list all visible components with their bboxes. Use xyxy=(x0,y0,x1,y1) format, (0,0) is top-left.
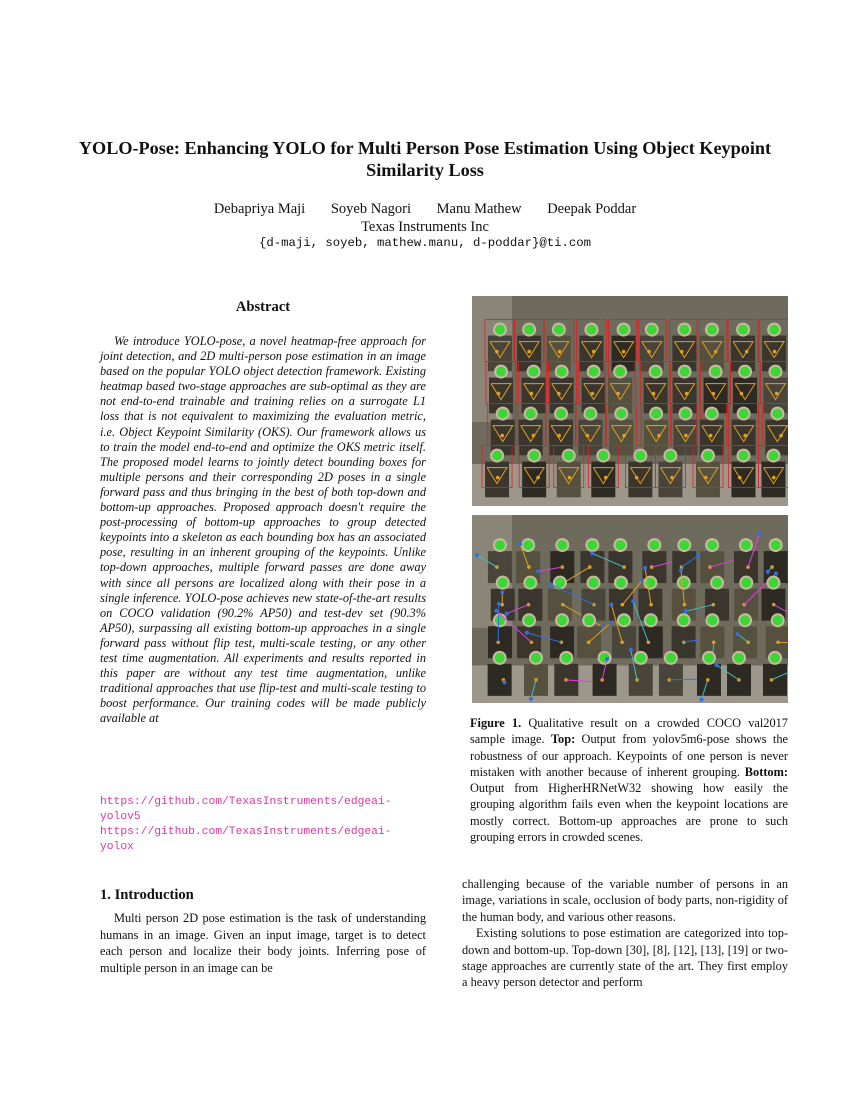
caption-text: Output from yolov5m6-pose shows the robustness of our approach. Keypoints of one person is never mistaken with another because of inherent grouping. xyxy=(470,732,788,779)
keypoint xyxy=(609,603,613,607)
keypoint xyxy=(503,681,507,685)
wrong-grouping-limb xyxy=(498,604,499,643)
keypoint-head xyxy=(680,409,690,419)
keypoint xyxy=(568,476,572,480)
keypoint-head xyxy=(712,578,722,588)
keypoint xyxy=(532,434,536,438)
keypoint xyxy=(704,476,708,480)
keypoint xyxy=(549,582,553,586)
keypoint-head xyxy=(561,653,571,663)
keypoint-head xyxy=(584,615,594,625)
keypoint xyxy=(495,350,499,354)
introduction-text: Multi person 2D pose estimation is the task of understanding humans in an image. Given an input image, target is to detect each person and localize their body joints. Inferring pose of multiple person in an image can be xyxy=(100,911,426,975)
keypoint-head xyxy=(555,578,565,588)
keypoint-head xyxy=(647,325,657,335)
keypoint xyxy=(647,350,651,354)
keypoint-head xyxy=(619,615,629,625)
keypoint-head xyxy=(768,451,778,461)
introduction-right-column xyxy=(462,876,788,991)
keypoint-head xyxy=(525,578,535,588)
keypoint xyxy=(558,350,562,354)
person-body xyxy=(658,462,682,498)
keypoint xyxy=(605,657,609,661)
keypoint xyxy=(527,350,531,354)
keypoint xyxy=(529,697,533,701)
keypoint-head xyxy=(529,451,539,461)
author-2: Soyeb Nagori xyxy=(330,201,411,217)
keypoint xyxy=(609,621,613,625)
keypoint xyxy=(684,609,688,613)
paper-title: YOLO-Pose: Enhancing YOLO for Multi Person Pose Estimation Using Object Keypoint Similarity Loss xyxy=(78,138,772,180)
keypoint-head xyxy=(588,578,598,588)
link-line: yolov5 xyxy=(100,811,141,824)
keypoint-head xyxy=(707,325,717,335)
paragraph: challenging because of the variable number of persons in an image, variations in scale, occlusion of body parts, non-rigidity of the human body, and various other reasons. xyxy=(462,877,788,924)
keypoint xyxy=(590,551,594,555)
keypoint-head xyxy=(524,325,534,335)
keypoint xyxy=(604,476,608,480)
keypoint xyxy=(714,350,718,354)
keypoint xyxy=(773,350,777,354)
keypoint-head xyxy=(498,409,508,419)
keypoint-head xyxy=(741,578,751,588)
keypoint xyxy=(631,599,635,603)
figure-bottom-higherhrnet-output xyxy=(472,515,788,703)
person-body xyxy=(628,462,652,498)
caption-top-label: Top: xyxy=(550,732,576,747)
keypoint xyxy=(536,569,540,573)
keypoint-head xyxy=(768,578,778,588)
affiliation: Texas Instruments Inc xyxy=(361,219,489,235)
abstract-body: We introduce YOLO-pose, a novel heatmap-free approach for joint detection, and 2D multi-person pose estimation in an image based on the popular YOLO object detection framework. Existing heatmap based two-stage approaches are sub-optimal as they are not end-to-end trainable and training relies on a surrogate L1 loss that is not equivalent to maximizing the evaluation metric, i.e. Object Keypoint Similarity (OKS). Our framework allows us to train the model end-to-end and optimize the OKS metric itself. The proposed model learns to jointly detect bounding boxes for multiple persons and their corresponding 2D poses in a single forward pass and thus bringing in the best of both top-down and bottom-up approaches. Proposed approach doesn't require the post-processing of bottom-up approaches to group detected keypoints into a skeleton as each bounding box has an associated pose, resulting in an inherent grouping of the keypoints. Unlike top-down approaches, multiple forward passes are done away with since all persons are localized along with their pose in a single inference. YOLO-pose achieves new state-of-the-art results on COCO validation (90.2% AP50) and test-dev set (90.3% AP50), surpassing all existing bottom-up approaches in a single forward pass without flip test, multi-scale testing, or any other test time augmentation. All experiments and results reported in this paper are without any test time augmentation, unlike traditional approaches that use flip-test and multi-scale testing to boost performance. Our training codes will be made publicly available at xyxy=(100,334,426,726)
keypoint xyxy=(475,553,479,557)
pose-image-top xyxy=(472,296,788,506)
person-body xyxy=(522,462,546,498)
keypoint-head xyxy=(666,653,676,663)
keypoint xyxy=(680,350,684,354)
keypoint-head xyxy=(707,409,717,419)
keypoint-head xyxy=(557,367,567,377)
keypoint-head xyxy=(616,578,626,588)
keypoint-head xyxy=(770,653,780,663)
person-body xyxy=(629,664,653,696)
keypoint-head xyxy=(524,615,534,625)
keypoint xyxy=(758,532,762,536)
keypoint xyxy=(679,568,683,572)
person-body xyxy=(578,420,602,456)
keypoint xyxy=(779,434,783,438)
keypoint-head xyxy=(557,615,567,625)
keypoint-head xyxy=(704,653,714,663)
keypoint xyxy=(496,476,500,480)
keypoint xyxy=(670,476,674,480)
keypoint xyxy=(772,476,776,480)
github-link-yolox[interactable] xyxy=(100,825,430,855)
keypoint xyxy=(709,434,713,438)
keypoint-head xyxy=(679,325,689,335)
keypoint-head xyxy=(649,540,659,550)
keypoint xyxy=(735,632,739,636)
link-line: https://github.com/TexasInstruments/edgeai- xyxy=(100,796,392,808)
keypoint xyxy=(738,476,742,480)
keypoint-head xyxy=(707,540,717,550)
keypoint-head xyxy=(496,367,506,377)
keypoint-head xyxy=(739,409,749,419)
keypoint xyxy=(635,476,639,480)
keypoint-head xyxy=(772,409,782,419)
keypoint xyxy=(684,434,688,438)
keypoint xyxy=(775,392,779,396)
keypoint xyxy=(622,434,626,438)
keypoint xyxy=(740,392,744,396)
keypoint-head xyxy=(556,409,566,419)
keypoint-head xyxy=(651,367,661,377)
keypoint-head xyxy=(711,367,721,377)
caption-label: Figure 1. xyxy=(470,716,522,730)
keypoint-head xyxy=(586,325,596,335)
keypoint-head xyxy=(679,540,689,550)
caption-text: Output from HigherHRNetW32 showing how easily the grouping algorithm fails even when the keypoint locations are mostly correct. Bottom-up approaches are prone to such grouping errors in crowded scenes. xyxy=(470,781,788,845)
keypoint xyxy=(643,566,647,570)
figure-top-yolo-pose-output xyxy=(472,296,788,506)
keypoint-head xyxy=(707,615,717,625)
person-body xyxy=(609,420,633,456)
keypoint-head xyxy=(531,653,541,663)
person-body xyxy=(557,462,581,498)
keypoint-head xyxy=(495,653,505,663)
keypoint xyxy=(591,392,595,396)
keypoint-head xyxy=(616,409,626,419)
keypoint xyxy=(700,697,704,701)
keypoint xyxy=(629,648,633,652)
keypoint xyxy=(592,350,596,354)
keypoint-head xyxy=(564,451,574,461)
keypoint-head xyxy=(498,578,508,588)
keypoint-head xyxy=(769,325,779,335)
keypoint xyxy=(500,434,504,438)
keypoint-head xyxy=(529,367,539,377)
figure-caption xyxy=(470,715,788,845)
author-4: Deepak Poddar xyxy=(547,201,637,217)
person-body xyxy=(696,462,720,498)
keypoint-head xyxy=(738,325,748,335)
author-3: Manu Mathew xyxy=(436,201,522,217)
keypoint xyxy=(497,602,501,606)
person-body xyxy=(644,420,668,456)
keypoint xyxy=(557,434,561,438)
keypoint-head xyxy=(554,325,564,335)
keypoint-head xyxy=(665,451,675,461)
keypoint-head xyxy=(646,615,656,625)
keypoint xyxy=(766,570,770,574)
person-body xyxy=(763,664,787,696)
keypoint-head xyxy=(523,540,533,550)
keypoint-head xyxy=(495,325,505,335)
author-1: Debapriya Maji xyxy=(213,201,306,217)
keypoint-head xyxy=(598,451,608,461)
keypoint xyxy=(500,590,504,594)
keypoint-head xyxy=(615,367,625,377)
keypoint-head xyxy=(734,653,744,663)
paragraph: Existing solutions to pose estimation are categorized into top-down and bottom-up. Top-down [30], [8], [12], [13], [19] or two-stage approaches are currently state of the art. They first employ a heavy person detector and perform xyxy=(462,926,788,990)
pose-image-bottom xyxy=(472,515,788,703)
keypoint-head xyxy=(740,615,750,625)
caption-bottom-label: Bottom: xyxy=(744,764,788,779)
keypoint xyxy=(712,392,716,396)
person-body xyxy=(485,462,509,498)
keypoint-head xyxy=(771,540,781,550)
keypoint-head xyxy=(495,540,505,550)
keypoint-head xyxy=(615,540,625,550)
keypoint xyxy=(494,609,498,613)
person-body xyxy=(612,626,636,658)
keypoint-head xyxy=(680,367,690,377)
keypoint-head xyxy=(589,367,599,377)
keypoint xyxy=(685,392,689,396)
keypoint-head xyxy=(679,615,689,625)
keypoint xyxy=(586,434,590,438)
keypoint-head xyxy=(526,409,536,419)
keypoint-head xyxy=(557,540,567,550)
keypoint xyxy=(525,631,529,635)
keypoint-head xyxy=(651,409,661,419)
keypoint-head xyxy=(585,409,595,419)
keypoint-head xyxy=(741,540,751,550)
keypoint-head xyxy=(703,451,713,461)
keypoint xyxy=(657,434,661,438)
keypoint xyxy=(774,571,778,575)
keypoint-head xyxy=(740,367,750,377)
abstract-heading: Abstract xyxy=(235,299,291,315)
keypoint xyxy=(497,392,501,396)
author-emails: {d-maji, soyeb, mathew.manu, d-poddar}@ti.com xyxy=(258,236,592,250)
keypoint xyxy=(518,542,522,546)
keypoint-head xyxy=(635,451,645,461)
github-link-yolov5[interactable] xyxy=(100,795,430,825)
keypoint xyxy=(715,663,719,667)
keypoint xyxy=(557,392,561,396)
link-line: https://github.com/TexasInstruments/edgeai- xyxy=(100,826,392,838)
keypoint xyxy=(530,392,534,396)
introduction-heading: 1. Introduction xyxy=(100,887,194,903)
keypoint xyxy=(743,434,747,438)
keypoint-head xyxy=(636,653,646,663)
keypoint xyxy=(505,612,509,616)
keypoint-head xyxy=(738,451,748,461)
person-body xyxy=(731,462,755,498)
keypoint-head xyxy=(773,615,783,625)
keypoint xyxy=(616,392,620,396)
person-body xyxy=(761,462,785,498)
keypoint xyxy=(536,476,540,480)
keypoint xyxy=(745,350,749,354)
author-list xyxy=(0,200,850,218)
keypoint xyxy=(622,350,626,354)
keypoint-head xyxy=(619,325,629,335)
keypoint xyxy=(652,392,656,396)
keypoint-head xyxy=(770,367,780,377)
link-line: yolox xyxy=(100,841,134,854)
keypoint-head xyxy=(492,451,502,461)
person-body xyxy=(591,462,615,498)
person-body xyxy=(488,664,512,696)
keypoint-head xyxy=(587,540,597,550)
caption-text: Qualitative result on a crowded COCO val2017 sample image. xyxy=(470,716,788,747)
keypoint-head xyxy=(679,578,689,588)
